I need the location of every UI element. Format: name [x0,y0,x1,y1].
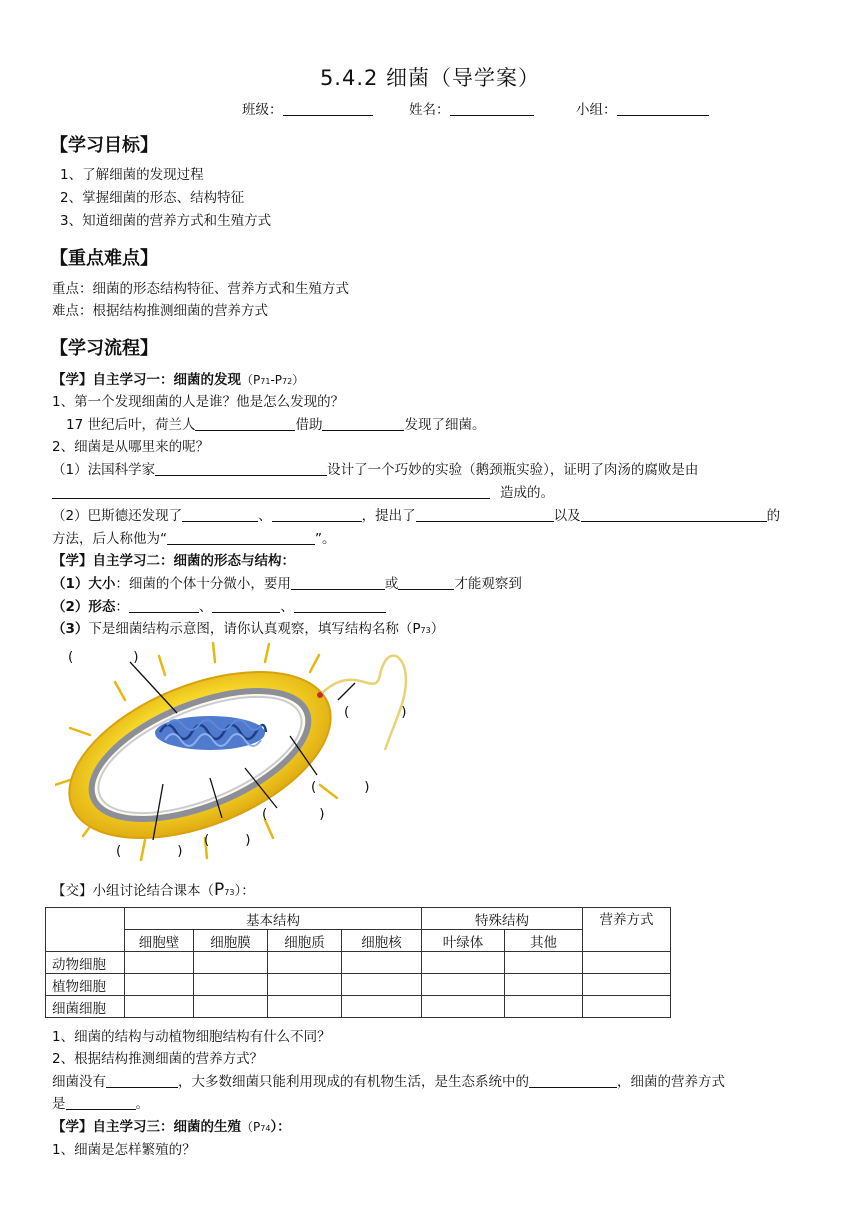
s1-a1-part3: 发现了细菌。 [404,417,486,433]
scientist-blank[interactable] [155,461,327,476]
row-animal: 动物细胞 [46,952,125,974]
goals-heading: 【学习目标】 [50,135,158,156]
s3-title-text: 【学】自主学习三：细菌的生殖 [52,1119,241,1135]
s3-page: 74 [260,1124,271,1133]
label-cell-wall-blank[interactable]: ( ) [262,806,325,822]
table-cell[interactable] [342,974,422,996]
s1-q2-2-line2 [52,530,336,548]
col-nucleus: 细胞核 [342,930,422,952]
table-cell[interactable] [583,996,671,1018]
cause-blank[interactable] [52,484,490,499]
group-nutrition: 营养方式 [583,908,671,952]
s1-q2-2-g: ”。 [315,531,336,547]
s1-q2-1-c: 造成的。 [500,485,554,501]
q-after-1: 1、细菌的结构与动植物细胞结构有什么不同？ [52,1029,331,1045]
role-blank[interactable] [529,1073,617,1088]
s2-size-end: 才能观察到 [454,576,522,592]
s1-page-2: 72 [282,377,293,386]
col-cytoplasm: 细胞质 [268,930,342,952]
name-label: 姓名： [409,102,450,118]
table-cell[interactable] [268,952,342,974]
s1-q2-2-e: 的 [766,508,781,524]
s2-size-line [52,575,522,593]
lacks-blank[interactable] [106,1073,178,1088]
s1-question-1: 1、第一个发现细菌的人是谁？他是怎么发现的？ [52,394,345,410]
s1-q2-1-line1 [52,461,698,479]
table-cell[interactable] [194,952,268,974]
table-cell[interactable] [125,974,194,996]
table-cell[interactable] [268,996,342,1018]
class-field [242,101,373,119]
table-cell[interactable] [342,952,422,974]
proposed-2-blank[interactable] [581,507,767,522]
table-cell[interactable] [505,996,583,1018]
table-cell[interactable] [268,974,342,996]
table-cell[interactable] [422,952,505,974]
shape-3-blank[interactable] [294,598,386,613]
nutrition-fill-line2 [52,1095,149,1113]
s1-question-2: 2、细菌是从哪里来的呢？ [52,439,210,455]
s1-a1-part2: 借助 [295,417,323,433]
s2-size-or: 或 [384,576,399,592]
table-cell[interactable] [125,952,194,974]
title-blank[interactable] [167,530,315,545]
table-cell[interactable] [422,996,505,1018]
size-tool-1-blank[interactable] [291,575,385,590]
discoverer-blank[interactable] [195,416,295,431]
s1-q2-2-b: 、 [258,508,272,524]
table-cell[interactable] [583,974,671,996]
col-other: 其他 [505,930,583,952]
s2-shape-colon: ： [115,599,129,615]
s1-title-text: 【学】自主学习一：细菌的发现 [52,372,241,388]
s2-diagram-text: 下是细菌结构示意图，请你认真观察，填写结构名称（P [88,621,421,637]
class-blank[interactable] [283,101,373,116]
difficulty-text: 难点：根据结构推测细菌的营养方式 [52,303,268,319]
s2-diagram-page: 73 [420,626,431,635]
s1-q2-2-line1 [52,507,780,525]
q-after-2: 2、根据结构推测细菌的营养方式？ [52,1051,264,1067]
tool-blank[interactable] [322,416,404,431]
s3-title [52,1118,291,1138]
table-cell[interactable] [342,996,422,1018]
s3-pages-open: （P [241,1120,261,1134]
s2-title: 【学】自主学习二：细菌的形态与结构： [52,553,295,569]
s1-page-1: 71 [260,377,271,386]
s2-size-text: ：细菌的个体十分微小，要用 [115,576,291,592]
col-chloroplast: 叶绿体 [422,930,505,952]
s2-diagram-close: ） [430,621,445,637]
s1-q2-1-b: 设计了一个巧妙的实验（鹅颈瓶实验），证明了肉汤的腐败是由 [327,462,699,478]
fill-d: 是 [52,1096,66,1112]
s1-pages-close: ） [292,373,305,387]
s2-shape-sep-2: 、 [280,599,294,615]
table-cell[interactable] [194,974,268,996]
name-field [409,101,534,119]
s1-q2-2-a: （2）巴斯德还发现了 [52,508,183,524]
group-blank[interactable] [617,101,709,116]
table-cell[interactable] [505,974,583,996]
row-bacteria: 细菌细胞 [46,996,125,1018]
discuss-prefix: 【交】小组讨论结合课本（ [52,883,214,899]
fill-a: 细菌没有 [52,1074,106,1090]
s1-q2-2-d: 以及 [553,508,581,524]
s2-shape-line [52,598,386,616]
proposed-1-blank[interactable] [416,507,554,522]
size-tool-2-blank[interactable] [398,575,454,590]
row-plant: 植物细胞 [46,974,125,996]
table-cell[interactable] [505,952,583,974]
nutrition-mode-blank[interactable] [66,1095,136,1110]
label-cytoplasm-blank[interactable]: ( ) [116,843,183,859]
keypoints-heading: 【重点难点】 [50,248,158,269]
s2-diagram-label: （3） [52,621,89,637]
goal-item-1: 1、了解细菌的发现过程 [60,167,204,183]
s1-q2-1-a: （1）法国科学家 [52,462,156,478]
table-row [46,974,671,996]
table-cell[interactable] [125,996,194,1018]
shape-2-blank[interactable] [212,598,280,613]
s2-size-label: （1）大小 [52,576,116,592]
discuss-line [52,881,255,902]
fill-c: ，细菌的营养方式 [617,1074,725,1090]
label-nucleoid-blank[interactable]: ( ) [68,649,139,665]
table-group-header [46,908,671,930]
page-title: 5.4.2 细菌（导学案） [319,66,541,90]
table-col-header [46,930,671,952]
discovery-2-blank[interactable] [272,507,362,522]
name-blank[interactable] [450,101,534,116]
table-cell[interactable] [194,996,268,1018]
s1-answer-1 [66,416,485,434]
discuss-suffix: ）： [234,883,255,899]
label-capsule-blank[interactable]: ( ) [311,779,370,795]
col-cell-wall: 细胞壁 [125,930,194,952]
s2-shape-label: （2）形态 [52,599,116,615]
fill-e: 。 [135,1096,149,1112]
discovery-1-blank[interactable] [182,507,258,522]
group-special: 特殊结构 [422,908,583,930]
group-label: 小组： [576,102,617,118]
table-row [46,996,671,1018]
col-cell-membrane: 细胞膜 [194,930,268,952]
table-cell[interactable] [422,974,505,996]
s3-pages-close: ）： [270,1119,291,1135]
s3-question-1: 1、细菌是怎样繁殖的？ [52,1142,196,1158]
table-corner [46,908,125,952]
discuss-page: 73 [224,888,235,897]
s1-pages-dash: -P [270,373,283,387]
shape-1-blank[interactable] [129,598,199,613]
s1-q2-1-line2 [52,484,554,502]
s1-q2-2-f: 方法，后人称他为“ [52,531,167,547]
group-field [576,101,709,119]
s2-shape-sep-1: 、 [198,599,213,615]
class-label: 班级： [242,102,283,118]
discuss-p: P [214,880,225,900]
s1-pages-open: （P [241,373,261,387]
label-flagellum-blank[interactable]: ( ) [344,704,407,720]
fill-b: ，大多数细菌只能利用现成的有机物生活，是生态系统中的 [178,1074,529,1090]
s1-a1-part1: 17 世纪后叶，荷兰人 [66,417,196,433]
comparison-table [45,907,671,1018]
group-basic: 基本结构 [125,908,422,930]
label-cell-membrane-blank[interactable]: ( ) [204,832,251,848]
focus-text: 重点：细菌的形态结构特征、营养方式和生殖方式 [52,281,349,297]
goal-item-2: 2、掌握细菌的形态、结构特征 [60,190,245,206]
s1-title [52,371,304,391]
s2-diagram-line [52,620,444,640]
table-cell[interactable] [583,952,671,974]
goal-item-3: 3、知道细菌的营养方式和生殖方式 [60,213,272,229]
table-row [46,952,671,974]
nutrition-fill-line1 [52,1073,725,1091]
s1-q2-2-c: ，提出了 [361,508,416,524]
process-heading: 【学习流程】 [50,338,158,359]
